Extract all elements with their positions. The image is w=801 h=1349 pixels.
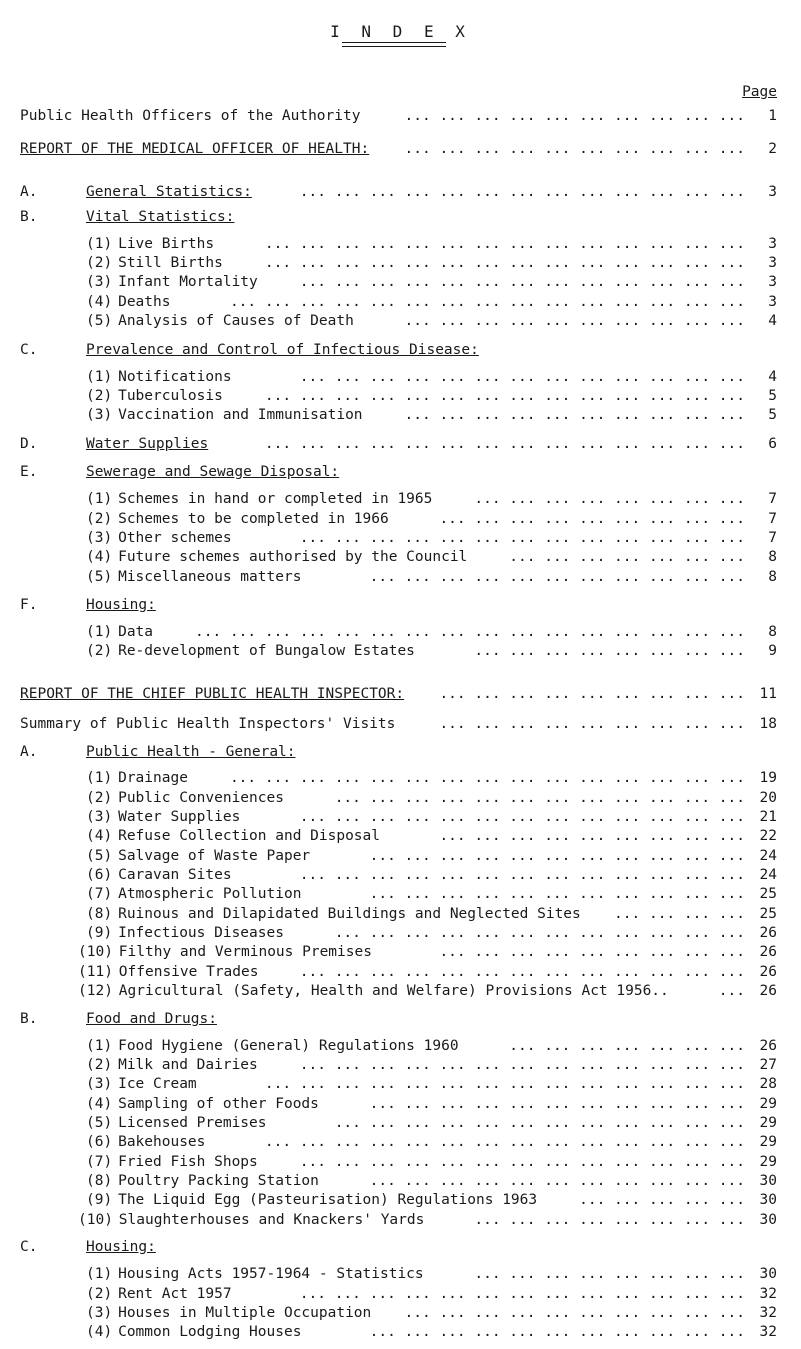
dot-leader: ... ... ... ... ... ... ... bbox=[509, 549, 745, 565]
entry-label: Live Births bbox=[118, 236, 215, 252]
page-number: 26 bbox=[759, 983, 777, 999]
section-letter: B. bbox=[20, 209, 38, 225]
index-entry bbox=[0, 567, 801, 587]
dot-leader: ... ... ... ... ... ... ... ... ... bbox=[439, 511, 745, 527]
item-number: (11) bbox=[78, 964, 113, 980]
entry-label: Vaccination and Immunisation bbox=[118, 407, 363, 423]
item-number: (3) bbox=[86, 1305, 113, 1321]
entry-label: The Liquid Egg (Pasteurisation) Regulations 1963 bbox=[118, 1192, 538, 1208]
entry-label: Public Health Officers of the Authority bbox=[20, 108, 361, 124]
index-entry bbox=[0, 489, 801, 509]
index-entry bbox=[0, 1322, 801, 1342]
entry-label: Summary of Public Health Inspectors' Visits bbox=[20, 716, 396, 732]
index-entry bbox=[0, 139, 801, 159]
dot-leader: ... ... ... ... ... ... ... ... bbox=[474, 1212, 745, 1228]
item-number: (2) bbox=[86, 1057, 113, 1073]
index-entry bbox=[0, 1036, 801, 1056]
entry-label: Notifications bbox=[118, 369, 232, 385]
index-entry bbox=[0, 434, 801, 454]
dot-leader: ... ... ... ... bbox=[614, 906, 745, 922]
dot-leader: ... ... ... ... ... ... ... ... ... ... ... ... ... ... ... bbox=[229, 770, 745, 786]
item-number: (1) bbox=[86, 1266, 113, 1282]
page-number: 28 bbox=[759, 1076, 777, 1092]
item-number: (5) bbox=[86, 1115, 113, 1131]
dot-leader: ... ... ... ... ... ... ... ... ... ... bbox=[404, 407, 745, 423]
item-number: (6) bbox=[86, 1134, 113, 1150]
dot-leader: ... ... ... ... ... ... ... ... ... ... ... ... ... bbox=[299, 964, 745, 980]
dot-leader: ... ... ... ... ... ... ... ... ... ... ... ... ... ... bbox=[264, 236, 745, 252]
section-letter: C. bbox=[20, 1239, 38, 1255]
item-number: (7) bbox=[86, 886, 113, 902]
section-letter: D. bbox=[20, 436, 38, 452]
page-number: 1 bbox=[768, 108, 777, 124]
page-number: 7 bbox=[768, 511, 777, 527]
page-number: 25 bbox=[759, 886, 777, 902]
index-entry bbox=[0, 788, 801, 808]
page-number: 27 bbox=[759, 1057, 777, 1073]
index-entry bbox=[0, 234, 801, 254]
index-entry bbox=[0, 528, 801, 548]
dot-leader: ... ... ... ... ... ... ... ... ... ... ... ... ... ... bbox=[264, 1134, 745, 1150]
index-entry bbox=[0, 1094, 801, 1114]
entry-label: Miscellaneous matters bbox=[118, 569, 302, 585]
index-entry bbox=[0, 826, 801, 846]
page-number: 32 bbox=[759, 1324, 777, 1340]
page-number: 26 bbox=[759, 925, 777, 941]
page-number: 26 bbox=[759, 1038, 777, 1054]
item-number: (3) bbox=[86, 1076, 113, 1092]
index-entry bbox=[0, 386, 801, 406]
page-number: 30 bbox=[759, 1192, 777, 1208]
dot-leader: ... ... ... ... ... ... ... ... ... bbox=[439, 828, 745, 844]
entry-label: Rent Act 1957 bbox=[118, 1286, 232, 1302]
index-entry bbox=[0, 292, 801, 312]
page-number: 29 bbox=[759, 1115, 777, 1131]
entry-label: Analysis of Causes of Death bbox=[118, 313, 354, 329]
item-number: (3) bbox=[86, 274, 113, 290]
page-number: 30 bbox=[759, 1266, 777, 1282]
page-number: 32 bbox=[759, 1286, 777, 1302]
item-number: (4) bbox=[86, 1096, 113, 1112]
entry-label: Deaths bbox=[118, 294, 171, 310]
page-number: 30 bbox=[759, 1173, 777, 1189]
entry-label: Salvage of Waste Paper bbox=[118, 848, 311, 864]
dot-leader: ... ... ... ... ... ... ... ... ... ... ... ... ... bbox=[299, 1057, 745, 1073]
index-entry bbox=[0, 340, 801, 360]
dot-leader: ... ... ... ... ... ... ... ... ... ... bbox=[404, 1305, 745, 1321]
page-number: 3 bbox=[768, 236, 777, 252]
dot-leader: ... ... ... ... ... ... ... ... ... ... ... ... ... bbox=[299, 530, 745, 546]
dot-leader: ... ... ... ... ... ... ... ... ... ... bbox=[404, 108, 745, 124]
index-entry bbox=[0, 595, 801, 615]
index-entry bbox=[0, 768, 801, 788]
item-number: (4) bbox=[86, 1324, 113, 1340]
page-number: 32 bbox=[759, 1305, 777, 1321]
index-entry bbox=[0, 462, 801, 482]
index-entry bbox=[0, 253, 801, 273]
dot-leader: ... ... ... ... ... ... ... ... ... ... ... bbox=[369, 1096, 745, 1112]
page-column-heading: Page bbox=[742, 84, 777, 100]
index-entry bbox=[0, 367, 801, 387]
entry-label: Other schemes bbox=[118, 530, 232, 546]
item-number: (9) bbox=[86, 925, 113, 941]
entry-label: Housing: bbox=[86, 1239, 156, 1255]
entry-label: Infant Mortality bbox=[118, 274, 258, 290]
entry-label: REPORT OF THE MEDICAL OFFICER OF HEALTH: bbox=[20, 141, 370, 157]
index-entry bbox=[0, 622, 801, 642]
page-number: 26 bbox=[759, 964, 777, 980]
entry-label: Water Supplies bbox=[118, 809, 241, 825]
page-number: 29 bbox=[759, 1154, 777, 1170]
item-number: (2) bbox=[86, 255, 113, 271]
entry-label: Public Health - General: bbox=[86, 744, 296, 760]
dot-leader: ... ... ... ... ... ... ... ... ... ... ... ... ... bbox=[299, 809, 745, 825]
entry-label: Slaughterhouses and Knackers' Yards bbox=[118, 1212, 425, 1228]
index-entry bbox=[0, 1284, 801, 1304]
dot-leader: ... ... ... ... ... ... ... ... ... bbox=[439, 944, 745, 960]
entry-label: Ice Cream bbox=[118, 1076, 197, 1092]
item-number: (4) bbox=[86, 294, 113, 310]
title-underline-second bbox=[342, 46, 446, 47]
item-number: (1) bbox=[86, 236, 113, 252]
item-number: (1) bbox=[86, 624, 113, 640]
index-entry bbox=[0, 1152, 801, 1172]
item-number: (4) bbox=[86, 549, 113, 565]
page-number: 22 bbox=[759, 828, 777, 844]
page-number: 30 bbox=[759, 1212, 777, 1228]
index-entry bbox=[0, 742, 801, 762]
index-entry bbox=[0, 1210, 801, 1230]
entry-label: Common Lodging Houses bbox=[118, 1324, 302, 1340]
item-number: (1) bbox=[86, 770, 113, 786]
entry-label: Bakehouses bbox=[118, 1134, 206, 1150]
item-number: (3) bbox=[86, 809, 113, 825]
dot-leader: ... ... ... ... ... bbox=[579, 1192, 745, 1208]
dot-leader: ... ... ... ... ... ... ... ... ... ... bbox=[404, 313, 745, 329]
dot-leader: ... ... ... ... ... ... ... ... ... ... ... bbox=[369, 1173, 745, 1189]
entry-label: Offensive Trades bbox=[118, 964, 259, 980]
page-number: 8 bbox=[768, 569, 777, 585]
dot-leader: ... ... ... ... ... ... ... ... ... ... ... ... ... ... ... ... bbox=[195, 624, 745, 640]
index-title: I N D E X bbox=[330, 22, 471, 41]
entry-label: Food Hygiene (General) Regulations 1960 bbox=[118, 1038, 459, 1054]
entry-label: Refuse Collection and Disposal bbox=[118, 828, 380, 844]
item-number: (1) bbox=[86, 491, 113, 507]
section-letter: A. bbox=[20, 744, 38, 760]
page-number: 3 bbox=[768, 294, 777, 310]
dot-leader: ... bbox=[718, 983, 745, 999]
dot-leader: ... ... ... ... ... ... ... ... ... ... ... bbox=[369, 886, 745, 902]
page-number: 24 bbox=[759, 867, 777, 883]
index-entry bbox=[0, 807, 801, 827]
entry-label: Fried Fish Shops bbox=[118, 1154, 258, 1170]
index-entry bbox=[0, 1303, 801, 1323]
section-letter: E. bbox=[20, 464, 38, 480]
entry-label: Drainage bbox=[118, 770, 188, 786]
dot-leader: ... ... ... ... ... ... ... bbox=[509, 1038, 745, 1054]
index-entry bbox=[0, 714, 801, 734]
index-entry bbox=[0, 865, 801, 885]
title-underline bbox=[342, 42, 446, 43]
entry-label: Public Conveniences bbox=[118, 790, 284, 806]
index-entry bbox=[0, 182, 801, 202]
index-entry bbox=[0, 1237, 801, 1257]
page-number: 5 bbox=[768, 388, 777, 404]
index-entry bbox=[0, 904, 801, 924]
index-entry bbox=[0, 311, 801, 331]
item-number: (9) bbox=[86, 1192, 113, 1208]
entry-label: Filthy and Verminous Premises bbox=[118, 944, 372, 960]
page-number: 29 bbox=[759, 1096, 777, 1112]
dot-leader: ... ... ... ... ... ... ... ... bbox=[474, 643, 745, 659]
item-number: (3) bbox=[86, 530, 113, 546]
index-entry bbox=[0, 1132, 801, 1152]
page-number: 18 bbox=[759, 716, 777, 732]
page-number: 8 bbox=[768, 624, 777, 640]
index-entry bbox=[0, 942, 801, 962]
item-number: (2) bbox=[86, 1286, 113, 1302]
section-letter: F. bbox=[20, 597, 38, 613]
page-number: 3 bbox=[768, 184, 777, 200]
entry-label: Food and Drugs: bbox=[86, 1011, 217, 1027]
index-entry bbox=[0, 405, 801, 425]
entry-label: Housing Acts 1957-1964 - Statistics bbox=[118, 1266, 424, 1282]
item-number: (5) bbox=[86, 848, 113, 864]
entry-label: Ruinous and Dilapidated Buildings and Neglected Sites bbox=[118, 906, 581, 922]
dot-leader: ... ... ... ... ... ... ... ... bbox=[474, 491, 745, 507]
entry-label: Future schemes authorised by the Council bbox=[118, 549, 468, 565]
entry-label: Prevalence and Control of Infectious Disease: bbox=[86, 342, 479, 358]
dot-leader: ... ... ... ... ... ... ... ... ... ... ... ... ... ... bbox=[264, 388, 745, 404]
index-entry bbox=[0, 106, 801, 126]
page-number: 7 bbox=[768, 491, 777, 507]
item-number: (5) bbox=[86, 313, 113, 329]
item-number: (2) bbox=[86, 643, 113, 659]
page-number: 26 bbox=[759, 944, 777, 960]
item-number: (6) bbox=[86, 867, 113, 883]
index-entry bbox=[0, 684, 801, 704]
item-number: (10) bbox=[78, 944, 113, 960]
page-number: 25 bbox=[759, 906, 777, 922]
entry-label: REPORT OF THE CHIEF PUBLIC HEALTH INSPECTOR: bbox=[20, 686, 405, 702]
item-number: (2) bbox=[86, 511, 113, 527]
page-number: 8 bbox=[768, 549, 777, 565]
page-number: 3 bbox=[768, 255, 777, 271]
entry-label: Schemes in hand or completed in 1965 bbox=[118, 491, 433, 507]
dot-leader: ... ... ... ... ... ... ... ... ... ... ... ... ... bbox=[299, 867, 745, 883]
index-entry bbox=[0, 272, 801, 292]
entry-label: Water Supplies bbox=[86, 436, 209, 452]
index-entry bbox=[0, 1190, 801, 1210]
entry-label: Sampling of other Foods bbox=[118, 1096, 319, 1112]
entry-label: Schemes to be completed in 1966 bbox=[118, 511, 389, 527]
dot-leader: ... ... ... ... ... ... ... ... ... ... ... ... ... ... bbox=[264, 1076, 745, 1092]
dot-leader: ... ... ... ... ... ... ... ... ... ... ... ... ... bbox=[299, 1154, 745, 1170]
entry-label: Sewerage and Sewage Disposal: bbox=[86, 464, 340, 480]
dot-leader: ... ... ... ... ... ... ... ... ... ... ... bbox=[369, 848, 745, 864]
index-entry bbox=[0, 509, 801, 529]
dot-leader: ... ... ... ... ... ... ... ... ... ... ... bbox=[369, 1324, 745, 1340]
index-entry bbox=[0, 923, 801, 943]
entry-label: Re-development of Bungalow Estates bbox=[118, 643, 415, 659]
index-entry bbox=[0, 1055, 801, 1075]
index-entry bbox=[0, 1264, 801, 1284]
entry-label: Tuberculosis bbox=[118, 388, 223, 404]
dot-leader: ... ... ... ... ... ... ... ... ... ... bbox=[404, 141, 745, 157]
index-entry bbox=[0, 981, 801, 1001]
page-number: 11 bbox=[759, 686, 777, 702]
item-number: (2) bbox=[86, 790, 113, 806]
index-entry bbox=[0, 846, 801, 866]
item-number: (7) bbox=[86, 1154, 113, 1170]
item-number: (8) bbox=[86, 1173, 113, 1189]
dot-leader: ... ... ... ... ... ... ... ... ... ... ... bbox=[369, 569, 745, 585]
section-letter: A. bbox=[20, 184, 38, 200]
index-entry bbox=[0, 1171, 801, 1191]
section-letter: B. bbox=[20, 1011, 38, 1027]
entry-label: Atmospheric Pollution bbox=[118, 886, 302, 902]
index-entry bbox=[0, 641, 801, 661]
entry-label: General Statistics: bbox=[86, 184, 252, 200]
entry-label: Housing: bbox=[86, 597, 156, 613]
item-number: (5) bbox=[86, 569, 113, 585]
page-number: 21 bbox=[759, 809, 777, 825]
item-number: (4) bbox=[86, 828, 113, 844]
item-number: (2) bbox=[86, 388, 113, 404]
item-number: (3) bbox=[86, 407, 113, 423]
dot-leader: ... ... ... ... ... ... ... ... ... ... ... ... ... ... bbox=[264, 255, 745, 271]
dot-leader: ... ... ... ... ... ... ... ... ... ... ... ... ... bbox=[299, 184, 745, 200]
index-entry bbox=[0, 547, 801, 567]
entry-label: Poultry Packing Station bbox=[118, 1173, 319, 1189]
item-number: (1) bbox=[86, 369, 113, 385]
page-number: 4 bbox=[768, 369, 777, 385]
entry-label: Infectious Diseases bbox=[118, 925, 284, 941]
page-number: 4 bbox=[768, 313, 777, 329]
dot-leader: ... ... ... ... ... ... ... ... ... ... ... ... bbox=[334, 1115, 745, 1131]
index-entry bbox=[0, 1009, 801, 1029]
page-number: 19 bbox=[759, 770, 777, 786]
index-entry bbox=[0, 884, 801, 904]
dot-leader: ... ... ... ... ... ... ... ... ... ... ... ... bbox=[334, 790, 745, 806]
dot-leader: ... ... ... ... ... ... ... ... ... ... ... ... ... ... ... bbox=[229, 294, 745, 310]
dot-leader: ... ... ... ... ... ... ... ... ... ... ... ... ... bbox=[299, 369, 745, 385]
page-number: 20 bbox=[759, 790, 777, 806]
dot-leader: ... ... ... ... ... ... ... ... ... ... ... ... ... ... bbox=[264, 436, 745, 452]
page-number: 3 bbox=[768, 274, 777, 290]
page-number: 6 bbox=[768, 436, 777, 452]
item-number: (12) bbox=[78, 983, 113, 999]
page-number: 7 bbox=[768, 530, 777, 546]
section-letter: C. bbox=[20, 342, 38, 358]
entry-label: Caravan Sites bbox=[118, 867, 232, 883]
dot-leader: ... ... ... ... ... ... ... ... ... ... ... ... bbox=[334, 925, 745, 941]
page-number: 29 bbox=[759, 1134, 777, 1150]
entry-label: Licensed Premises bbox=[118, 1115, 267, 1131]
entry-label: Vital Statistics: bbox=[86, 209, 235, 225]
page-number: 9 bbox=[768, 643, 777, 659]
index-entry bbox=[0, 1113, 801, 1133]
entry-label: Houses in Multiple Occupation bbox=[118, 1305, 372, 1321]
dot-leader: ... ... ... ... ... ... ... ... ... ... ... ... ... bbox=[299, 274, 745, 290]
entry-label: Data bbox=[118, 624, 154, 640]
item-number: (10) bbox=[78, 1212, 113, 1228]
dot-leader: ... ... ... ... ... ... ... ... ... ... ... ... ... bbox=[299, 1286, 745, 1302]
page-number: 24 bbox=[759, 848, 777, 864]
index-entry bbox=[0, 207, 801, 227]
entry-label: Milk and Dairies bbox=[118, 1057, 258, 1073]
item-number: (8) bbox=[86, 906, 113, 922]
dot-leader: ... ... ... ... ... ... ... ... ... bbox=[439, 686, 745, 702]
dot-leader: ... ... ... ... ... ... ... ... ... bbox=[439, 716, 745, 732]
page-number: 5 bbox=[768, 407, 777, 423]
index-entry bbox=[0, 962, 801, 982]
entry-label: Agricultural (Safety, Health and Welfare) Provisions Act 1956.. bbox=[118, 983, 669, 999]
dot-leader: ... ... ... ... ... ... ... ... bbox=[474, 1266, 745, 1282]
page-number: 2 bbox=[768, 141, 777, 157]
entry-label: Still Births bbox=[118, 255, 223, 271]
index-entry bbox=[0, 1074, 801, 1094]
item-number: (1) bbox=[86, 1038, 113, 1054]
